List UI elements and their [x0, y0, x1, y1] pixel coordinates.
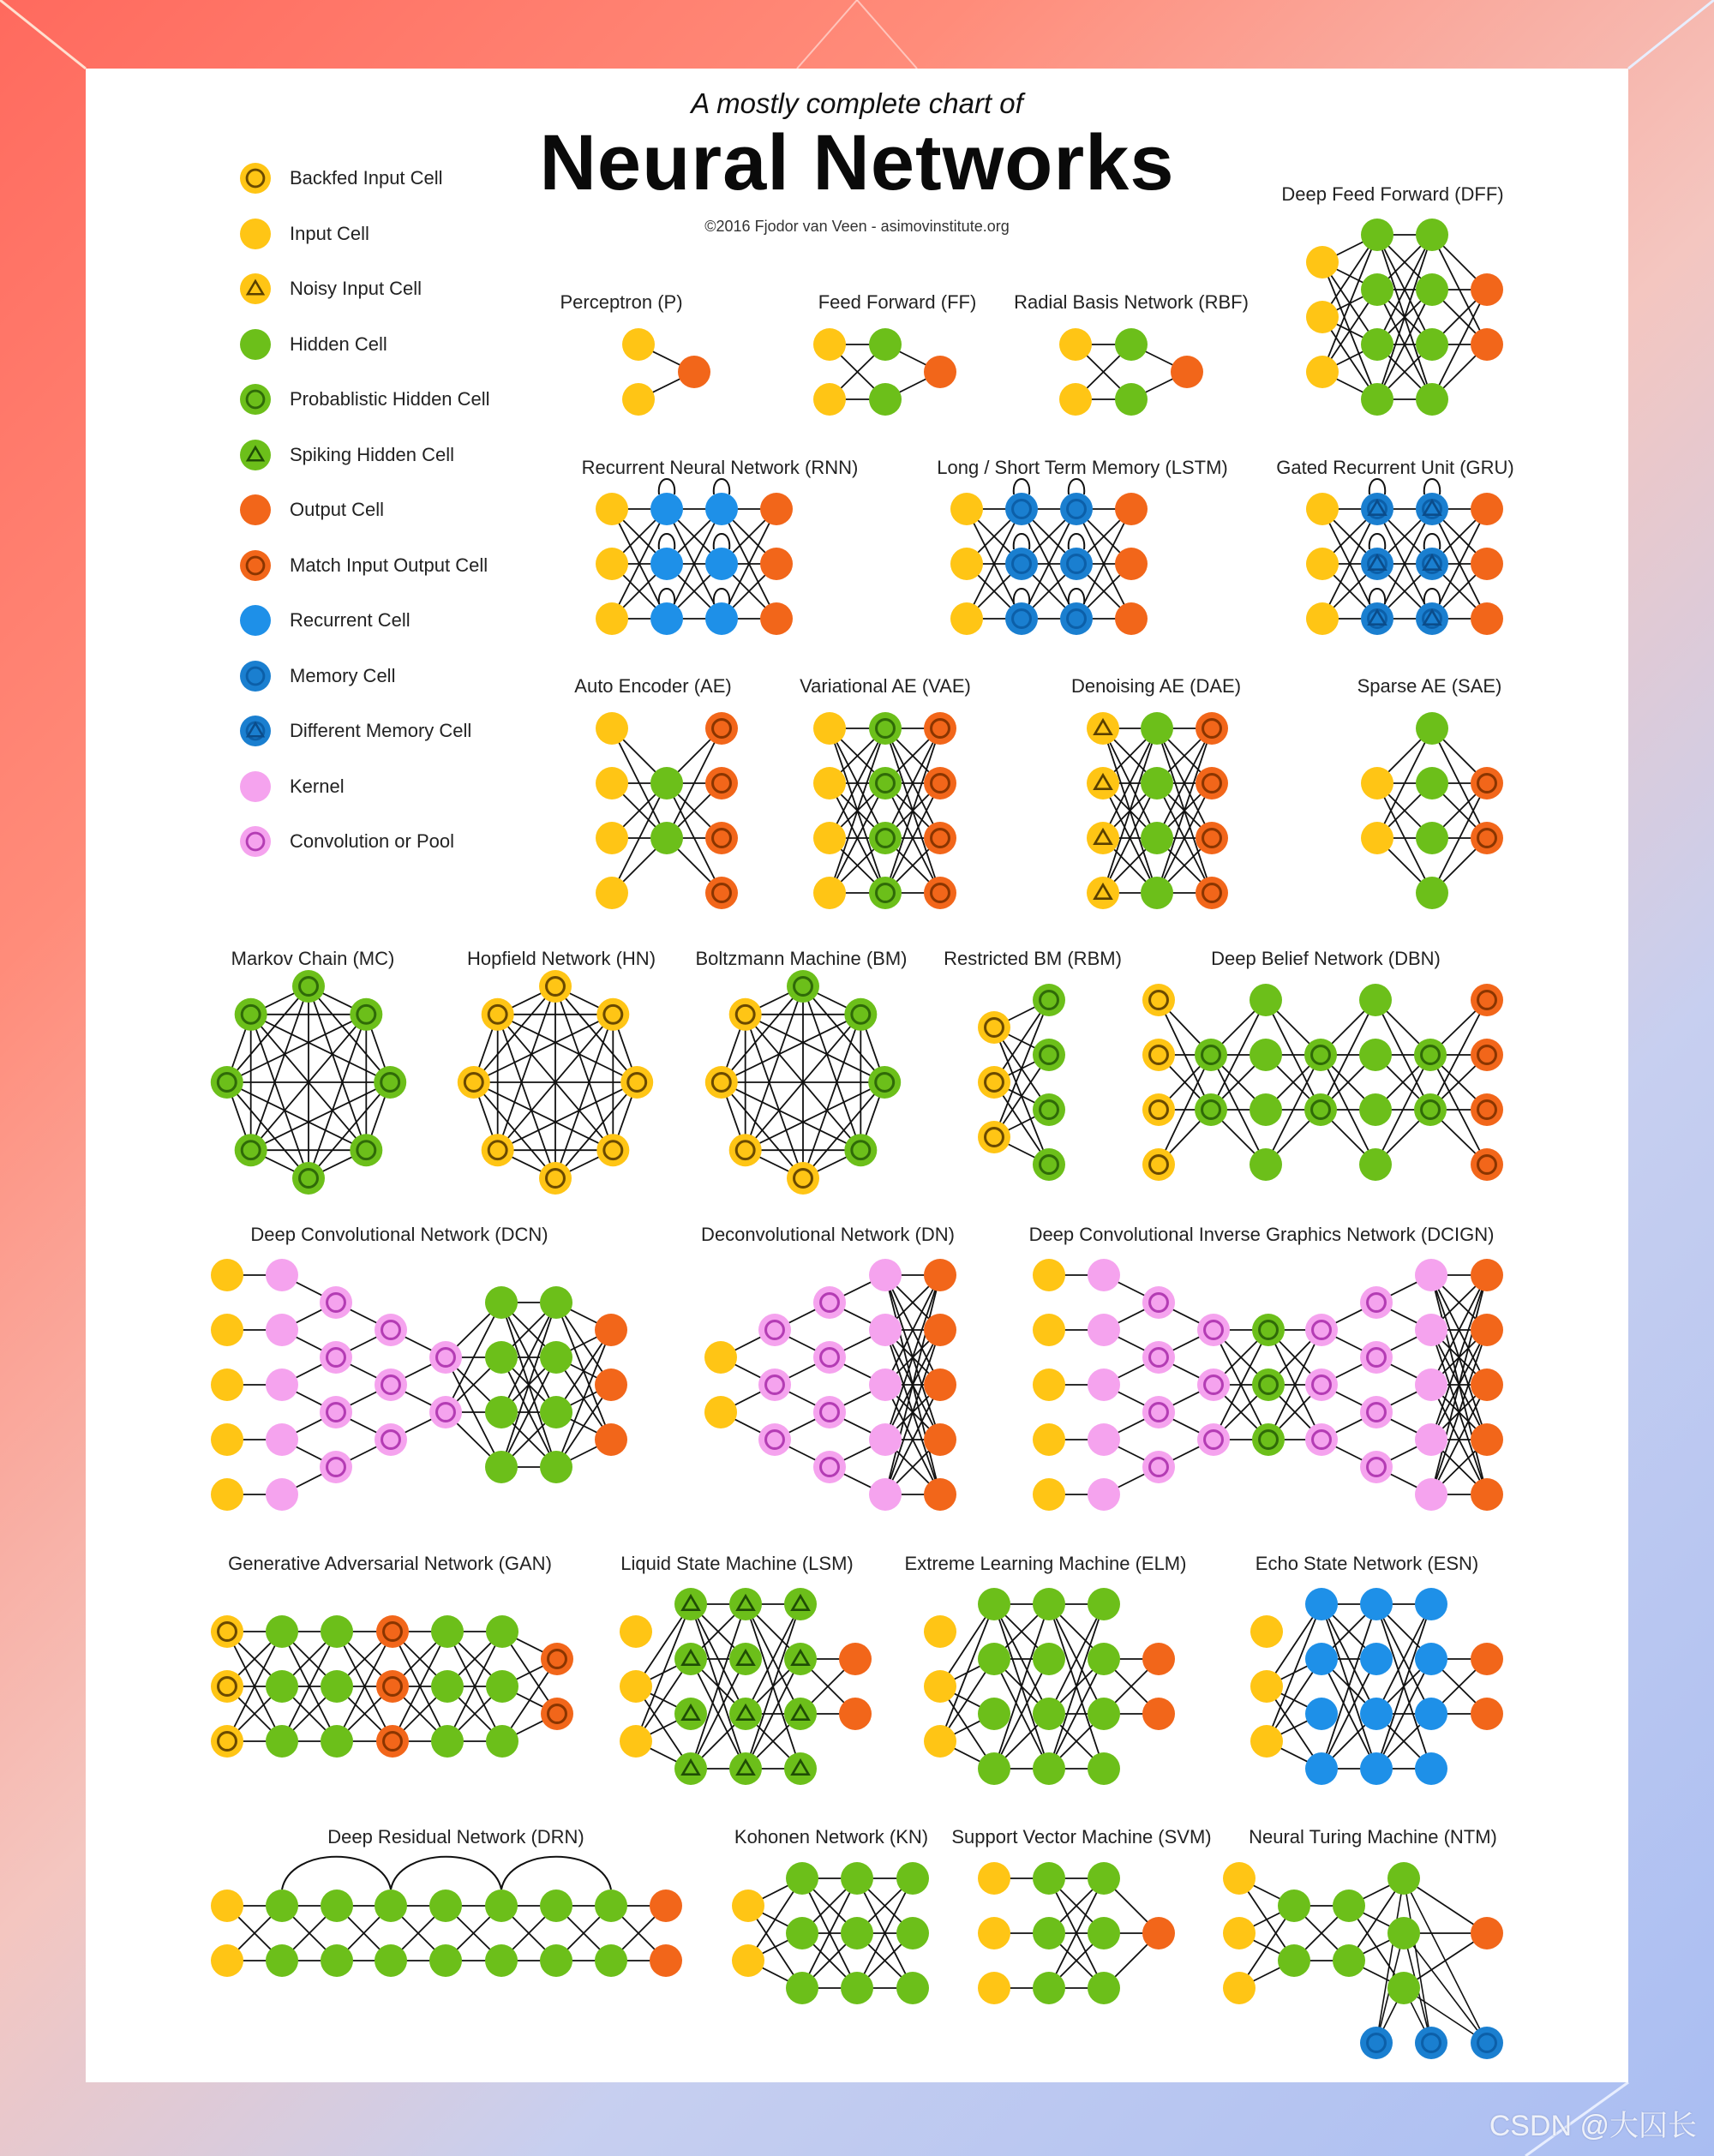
legend-label: Kernel	[290, 775, 345, 797]
network-20	[620, 1588, 872, 1785]
network-title: Kohonen Network (KN)	[734, 1826, 929, 1848]
network-title: Auto Encoder (AE)	[574, 675, 732, 697]
network-title: Deep Belief Network (DBN)	[1211, 948, 1441, 969]
network-title: Generative Adversarial Network (GAN)	[228, 1553, 552, 1574]
network-12	[458, 970, 653, 1195]
network-title: Perceptron (P)	[560, 291, 683, 313]
network-title: Sparse AE (SAE)	[1357, 675, 1502, 697]
network-1	[813, 328, 956, 416]
network-title: Deep Convolutional Inverse Graphics Network (DCIGN)	[1028, 1224, 1495, 1245]
network-21	[924, 1588, 1175, 1785]
network-11	[211, 970, 406, 1195]
network-title: Support Vector Machine (SVM)	[951, 1826, 1212, 1848]
network-title: Denoising AE (DAE)	[1070, 675, 1242, 697]
network-23	[211, 1857, 682, 1977]
network-title: Long / Short Term Memory (LSTM)	[937, 457, 1228, 478]
network-17	[704, 1259, 956, 1511]
network-title: Variational AE (VAE)	[800, 675, 971, 697]
legend-label: Convolution or Pool	[290, 830, 455, 852]
chart-subtitle: A mostly complete chart of	[691, 87, 1023, 119]
network-15	[1142, 984, 1503, 1181]
network-19	[211, 1615, 573, 1758]
network-title: Neural Turing Machine (NTM)	[1249, 1826, 1497, 1848]
legend-label: Recurrent Cell	[290, 609, 411, 631]
network-14	[978, 984, 1065, 1181]
network-title: Hopfield Network (HN)	[466, 948, 656, 969]
legend-label: Input Cell	[290, 222, 369, 244]
legend-label: Probablistic Hidden Cell	[290, 388, 490, 410]
legend-label: Hidden Cell	[290, 332, 387, 355]
legend-label: Match Input Output Cell	[290, 554, 488, 576]
network-title: Gated Recurrent Unit (GRU)	[1276, 457, 1514, 478]
network-title: Extreme Learning Machine (ELM)	[904, 1553, 1187, 1574]
legend-label: Spiking Hidden Cell	[290, 443, 454, 465]
legend-label: Memory Cell	[290, 664, 396, 686]
network-title: Echo State Network (ESN)	[1255, 1553, 1479, 1574]
network-7	[596, 712, 738, 909]
network-16	[211, 1259, 627, 1511]
chart-title: Neural Networks	[539, 119, 1175, 207]
network-title: Feed Forward (FF)	[818, 291, 977, 313]
network-13	[705, 970, 901, 1195]
network-title: Liquid State Machine (LSM)	[620, 1553, 854, 1574]
chart-credits: ©2016 Fjodor van Veen - asimovinstitute.org	[704, 218, 1010, 235]
network-9	[1087, 712, 1228, 909]
network-10	[1361, 712, 1503, 909]
legend-label: Different Memory Cell	[290, 720, 472, 741]
network-title: Recurrent Neural Network (RNN)	[581, 457, 859, 478]
network-title: Deep Feed Forward (DFF)	[1281, 183, 1504, 205]
network-2	[1059, 328, 1203, 416]
network-18	[1033, 1259, 1503, 1511]
network-title: Restricted BM (RBM)	[944, 948, 1122, 969]
network-title: Deep Residual Network (DRN)	[327, 1826, 584, 1848]
network-24	[732, 1862, 929, 2004]
network-3	[1306, 219, 1503, 416]
network-25	[978, 1862, 1175, 2004]
network-0	[622, 328, 710, 416]
network-8	[813, 712, 956, 909]
watermark: CSDN @大囚长	[1489, 2110, 1697, 2142]
network-22	[1250, 1588, 1503, 1785]
network-title: Markov Chain (MC)	[231, 948, 395, 969]
legend-label: Noisy Input Cell	[290, 278, 423, 299]
network-title: Deep Convolutional Network (DCN)	[250, 1224, 548, 1245]
network-4	[596, 479, 793, 635]
legend-label: Output Cell	[290, 499, 385, 520]
network-26	[1223, 1862, 1503, 2059]
legend-label: Backfed Input Cell	[290, 167, 443, 189]
network-6	[1306, 479, 1503, 635]
network-title: Radial Basis Network (RBF)	[1014, 291, 1249, 313]
network-5	[950, 479, 1148, 635]
network-title: Boltzmann Machine (BM)	[695, 948, 908, 969]
network-title: Deconvolutional Network (DN)	[701, 1224, 955, 1245]
